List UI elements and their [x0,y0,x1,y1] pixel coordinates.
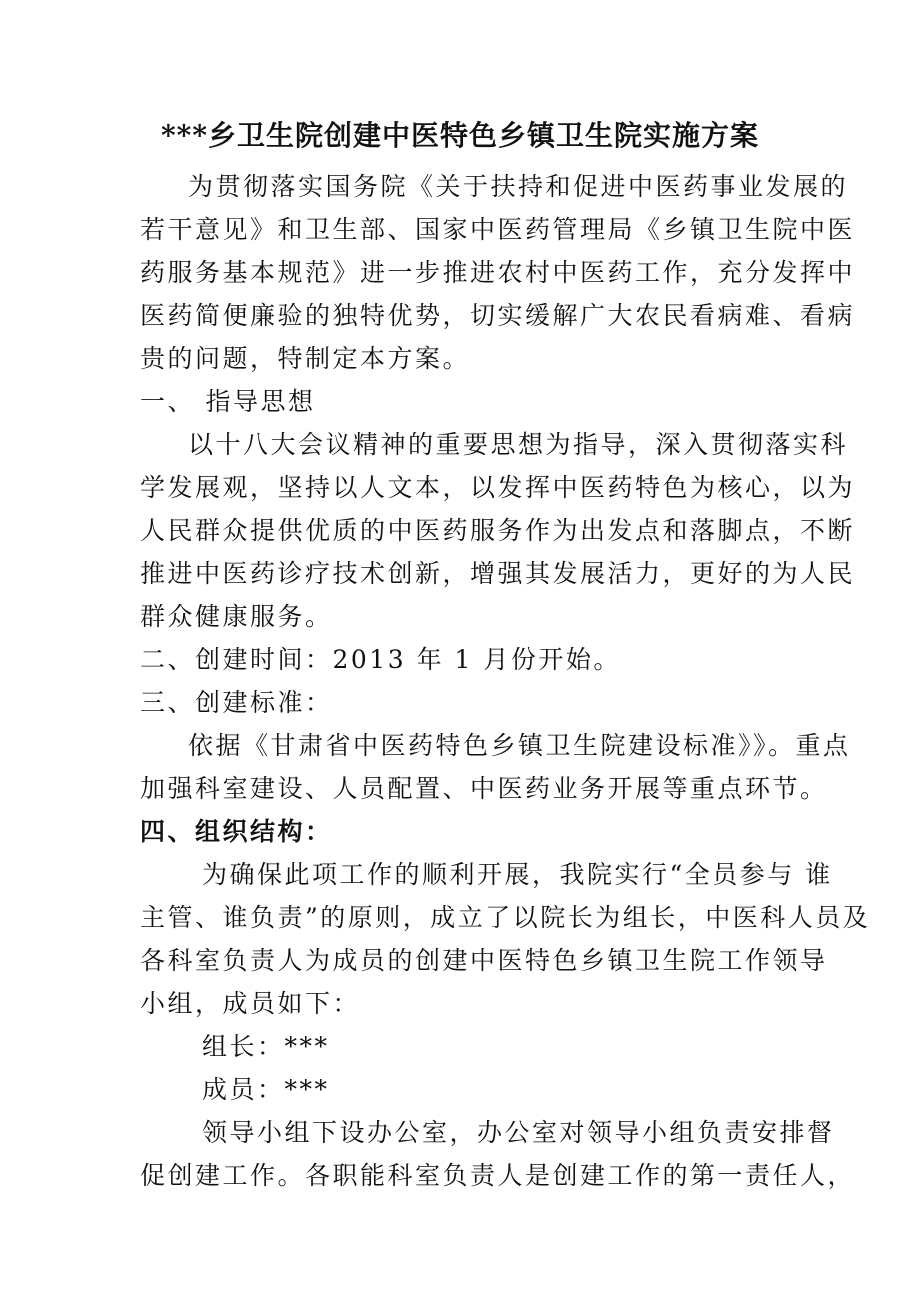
paragraph-line: 学发展观，坚持以人文本，以发挥中医药特色为核心，以为 [140,473,856,502]
paragraph-line: 为贯彻落实国务院《关于扶持和促进中医药事业发展的 [188,172,849,201]
paragraph-line: 领导小组下设办公室，办公室对领导小组负责安排督 [202,1118,835,1147]
paragraph-line: 主管、谁负责”的原则，成立了以院长为组长，中医科人员及 [140,903,871,932]
paragraph-line: 加强科室建设、人员配置、中医药业务开展等重点环节。 [140,774,828,803]
paragraph-line: 各科室负责人为成员的创建中医特色乡镇卫生院工作领导 [140,946,828,975]
member-line: 组长：*** [202,1032,330,1061]
paragraph-line: 促创建工作。各职能科室负责人是创建工作的第一责任人， [140,1161,856,1190]
paragraph-line: 推进中医药诊疗技术创新，增强其发展活力，更好的为人民 [140,559,856,588]
paragraph-line: 以十八大会议精神的重要思想为指导，深入贯彻落实科 [188,430,849,459]
paragraph-line: 人民群众提供优质的中医药服务作为出发点和落脚点，不断 [140,516,856,545]
paragraph-line: 为确保此项工作的顺利开展，我院实行“全员参与 谁 [202,860,833,889]
paragraph-line: 医药简便廉验的独特优势，切实缓解广大农民看病难、看病 [140,301,856,330]
paragraph-line: 小组，成员如下： [140,989,361,1018]
section-heading: 一、 指导思想 [140,387,316,416]
member-line: 成员：*** [202,1075,330,1104]
paragraph-line: 依据《甘肃省中医药特色乡镇卫生院建设标准》》。重点 [188,731,851,760]
section-heading: 二、创建时间：2013 年 1 月份开始。 [140,645,621,674]
paragraph-line: 若干意见》和卫生部、国家中医药管理局《乡镇卫生院中医 [140,215,856,244]
paragraph-line: 贵的问题，特制定本方案。 [140,344,471,373]
section-heading: 四、组织结构： [140,817,333,846]
paragraph-line: 药服务基本规范》进一步推进农村中医药工作，充分发挥中 [140,258,856,287]
section-heading: 三、创建标准： [140,688,333,717]
paragraph-line: 群众健康服务。 [140,602,333,631]
document-title: ***乡卫生院创建中医特色乡镇卫生院实施方案 [161,119,759,152]
